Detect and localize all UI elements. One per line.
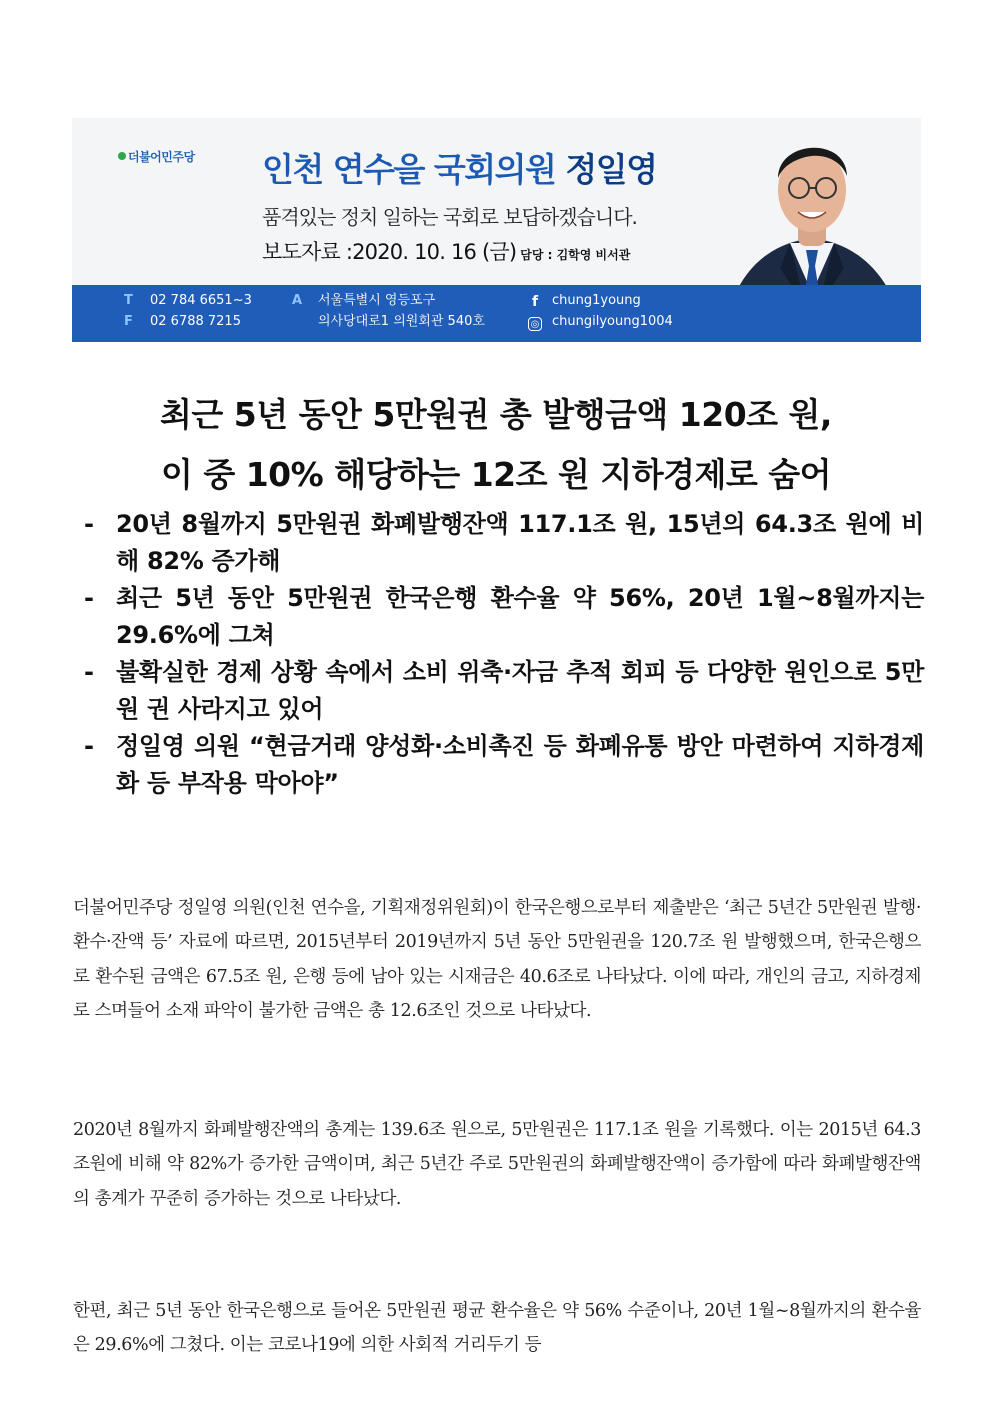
banner-title-prefix: 인천 연수을 국회의원 [262, 150, 566, 189]
address-key: A [292, 293, 303, 308]
address-item-2 [318, 311, 485, 332]
body-paragraph-2: 2020년 8월까지 화폐발행잔액의 총계는 139.6조 원으로, 5만원권은 117.1조 원을 기록했다. 이는 2015년 64.3조원에 비해 약 82%가 증가한 금액이며, 최근 5년간 주로 5만원권의 화폐발행잔액이 증가함에 따라 화폐발행잔액의 총계가 꾸준히 증가하는 것으로 나타났다. [73, 1119, 921, 1209]
address-line2: 의사당대로1 의원회관 540호 [318, 314, 485, 329]
summary-bullet [84, 506, 924, 580]
tel-number: 02 784 6651~3 [150, 293, 252, 308]
bullet-text: 정일영 의원 “현금거래 양성화·소비촉진 등 화폐유통 방안 마련하여 지하경제화 등 부작용 막아야” [116, 732, 924, 797]
bullet-text: 최근 5년 동안 5만원권 한국은행 환수율 약 56%, 20년 1월~8월까지는 29.6%에 그쳐 [116, 584, 924, 649]
summary-bullet [84, 728, 924, 802]
press-label: 보도자료 [262, 240, 340, 264]
fax-key: F [124, 314, 133, 329]
body-paragraph-1: 더불어민주당 정일영 의원(인천 연수을, 기획재정위원회)이 한국은행으로부터 제출받은 ‘최근 5년간 5만원권 발행·환수·잔액 등’ 자료에 따르면, 2015년부터 2019년까지 5년 동안 5만원권을 120.7조 원 발행했으며, 한국은행으로 환수된 금액은 67.5조 원, 은행 등에 남아 있는 시재금은 40.6조로 나타났다. 이에 따라, 개인의 금고, 지하경제로 스며들어 소재 파악이 불가한 금액은 총 12.6조인 것으로 나타났다. [73, 897, 921, 1021]
body-paragraph-3: 한편, 최근 5년 동안 한국은행으로 들어온 5만원권 평균 환수율은 약 56% 수준이나, 20년 1월~8월까지의 환수율은 29.6%에 그쳤다. 이는 코로나19에 의한 사회적 거리두기 등 [73, 1300, 921, 1355]
fax-number: 02 6788 7215 [150, 314, 241, 329]
contact-bar [72, 285, 921, 342]
press-release-banner [72, 118, 921, 342]
party-logo [118, 148, 195, 165]
banner-title [262, 144, 657, 191]
headline-line-1: 최근 5년 동안 5만원권 총 발행금액 120조 원, [160, 395, 832, 434]
facebook-handle: chung1young [552, 293, 641, 308]
headline-line-2: 이 중 10% 해당하는 12조 원 지하경제로 숨어 [160, 455, 831, 494]
summary-bullet [84, 654, 924, 728]
address-item [292, 290, 435, 311]
banner-slogan: 품격있는 정치 일하는 국회로 보답하겠습니다. [262, 205, 637, 229]
press-release-line [262, 236, 630, 266]
bullet-dash: - [84, 510, 94, 538]
bullet-dash: - [84, 732, 94, 760]
instagram-icon: ◎ [528, 317, 542, 331]
fax-item [124, 311, 241, 332]
press-date: :2020. 10. 16 (금) [339, 240, 517, 264]
banner-title-name: 정일영 [565, 150, 657, 189]
summary-bullet-list [84, 506, 924, 802]
bullet-text: 불확실한 경제 상황 속에서 소비 위축·자금 추적 회피 등 다양한 원인으로 5만원 권 사라지고 있어 [116, 658, 924, 723]
party-logo-text: 더불어민주당 [128, 150, 195, 164]
bullet-dash: - [84, 658, 94, 686]
facebook-item[interactable] [528, 290, 641, 311]
instagram-item[interactable] [528, 311, 673, 332]
facebook-icon: f [531, 294, 539, 310]
address-line1: 서울특별시 영등포구 [318, 293, 436, 308]
bullet-text: 20년 8월까지 5만원권 화폐발행잔액 117.1조 원, 15년의 64.3조 원에 비해 82% 증가해 [116, 510, 924, 575]
party-logo-mark [118, 152, 126, 160]
instagram-handle: chungilyoung1004 [552, 314, 673, 329]
press-contact: 담당 : 김학영 비서관 [520, 248, 631, 262]
bullet-dash: - [84, 584, 94, 612]
tel-key: T [124, 293, 133, 308]
tel-item [124, 290, 252, 311]
summary-bullet [84, 580, 924, 654]
